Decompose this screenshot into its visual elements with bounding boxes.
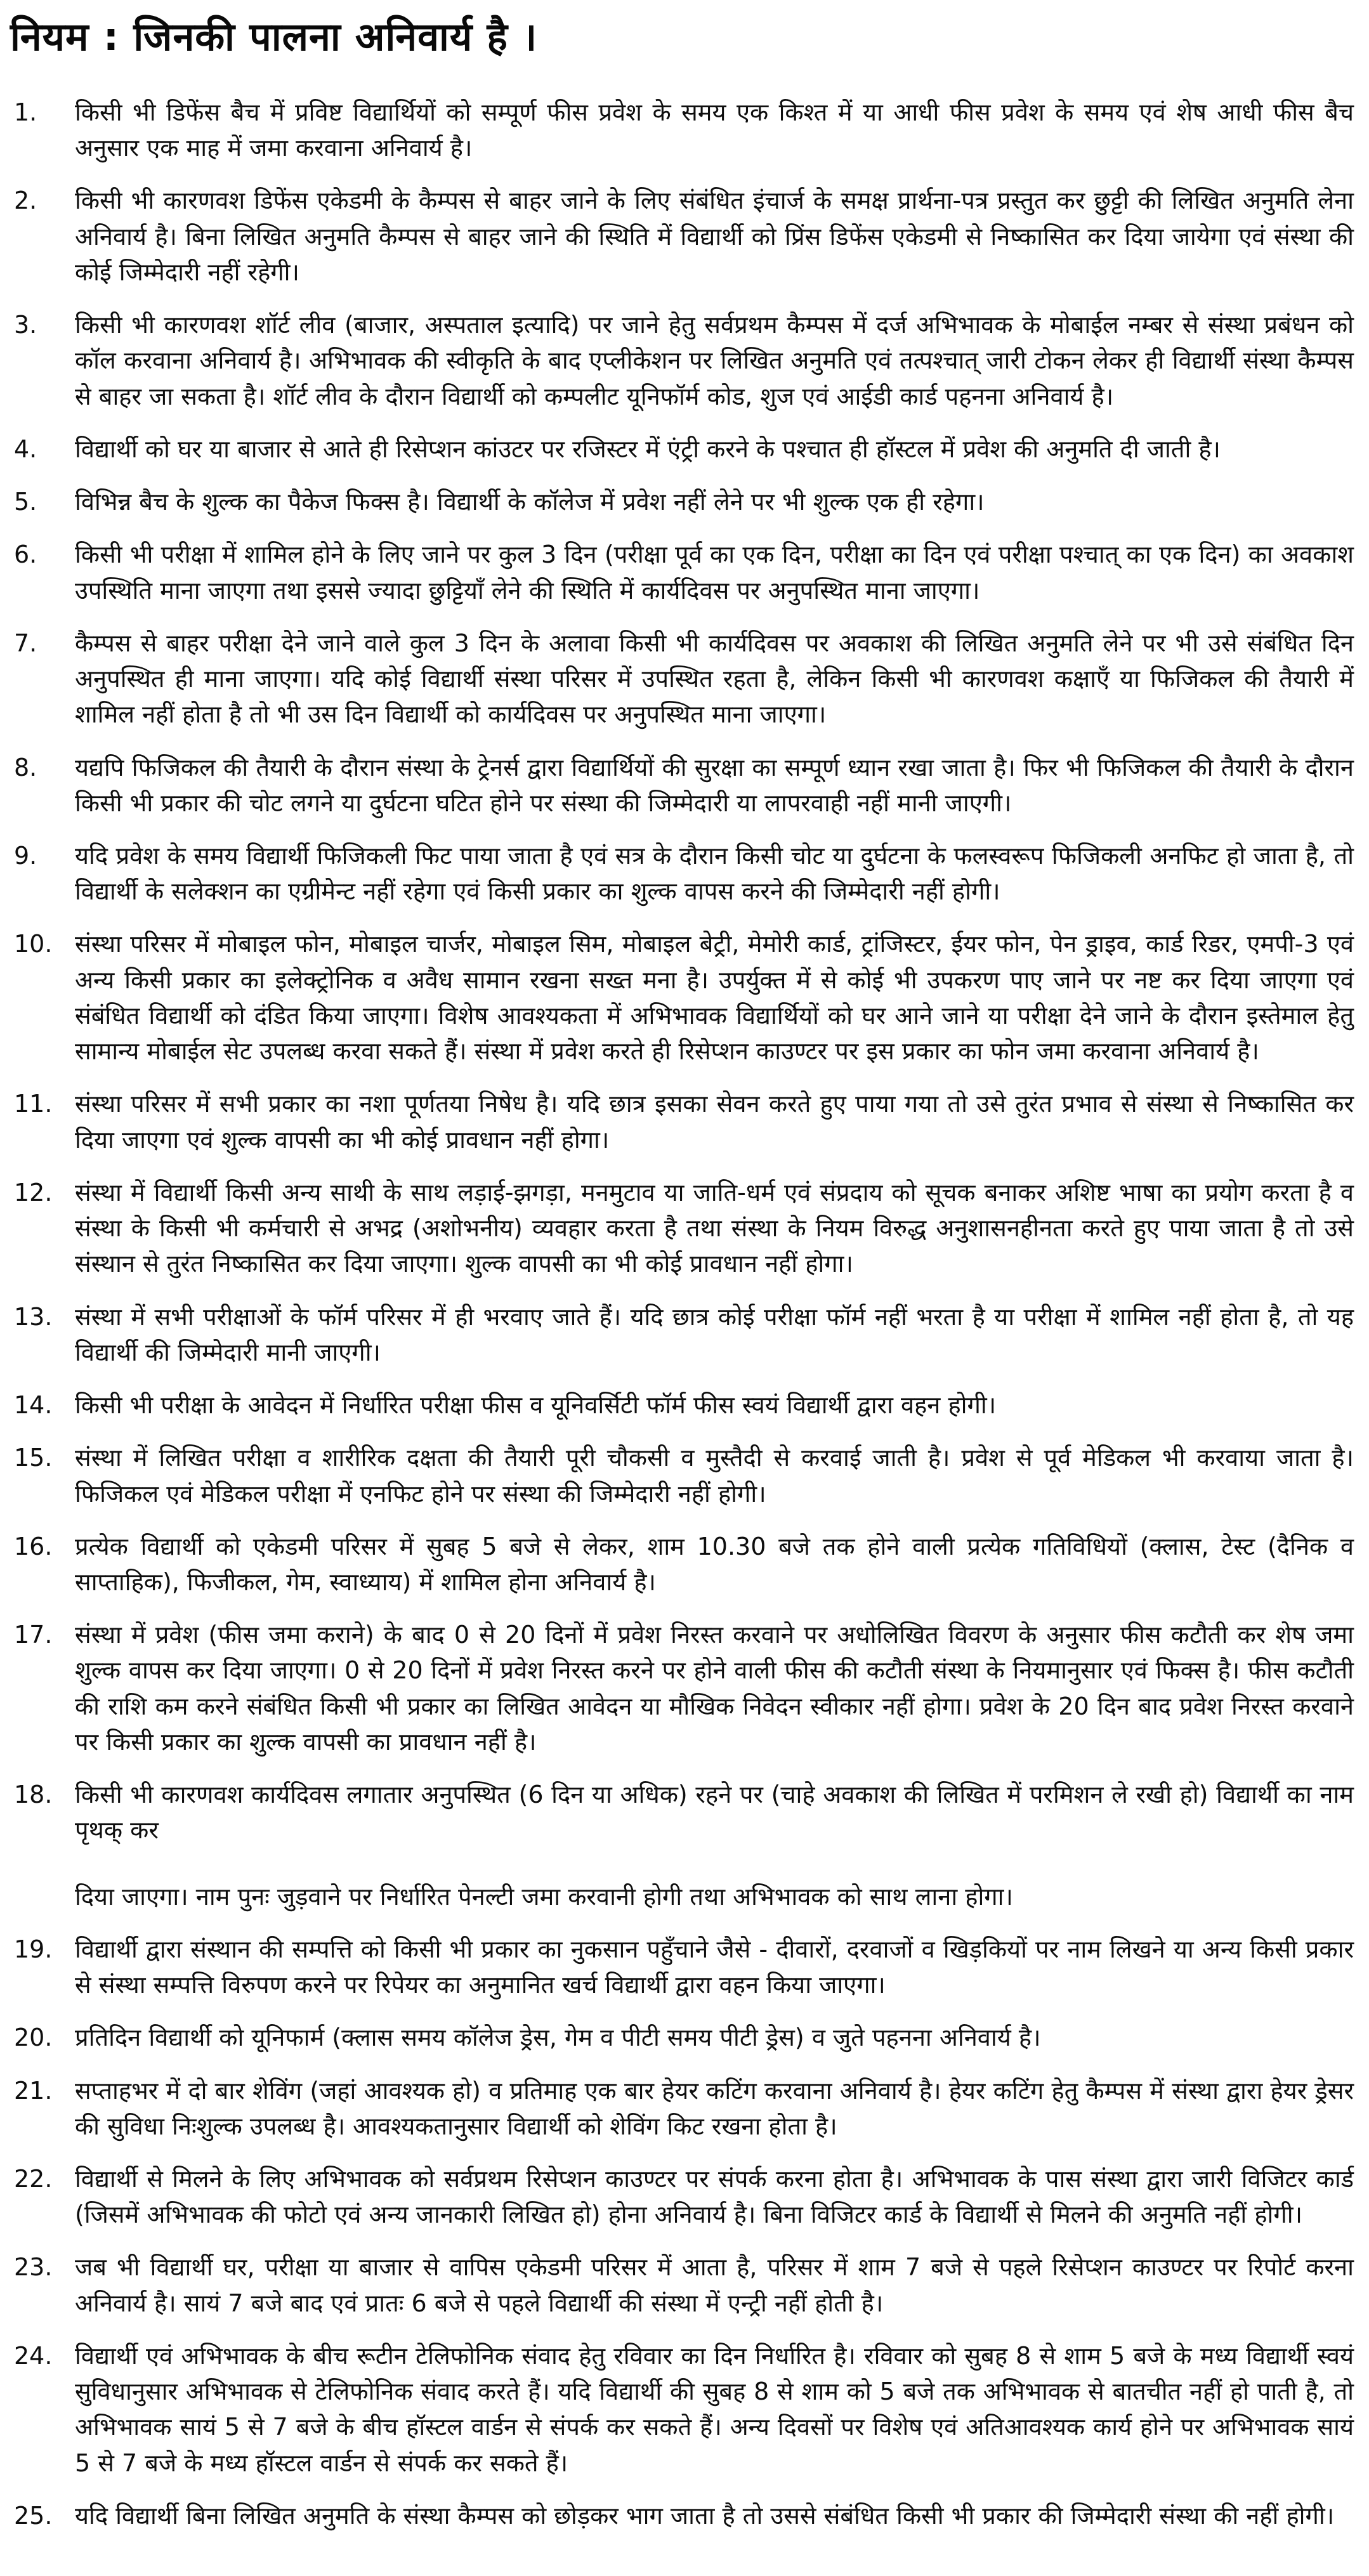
rule-number: 12.	[14, 1178, 53, 1206]
rule-text: संस्था में प्रवेश (फीस जमा कराने) के बाद 0 से 20 दिनों में प्रवेश निरस्त करवाने पर अधोलिखित विवरण के अनुसार फीस कटौती कर शेष जमा शुल्क वापस कर दिया जाएगा। 0 से 20 दिनों में प्रवेश निरस्त करने पर होने वाली फीस की कटौती संस्था के नियमानुसार एवं फिक्स है। फीस कटौती की राशि कम करने संबंधित किसी भी प्रकार का लिखित आवेदन या मौखिक निवेदन स्वीकार नहीं होगा। प्रवेश के 20 दिन बाद प्रवेश निरस्त करवाने पर किसी प्रकार का शुल्क वापसी का प्रावधान नहीं है।	[75, 1621, 1354, 1756]
rule-number: 4.	[14, 435, 37, 463]
rule-item-15	[10, 1440, 1356, 1511]
rule-text: किसी भी परीक्षा के आवेदन में निर्धारित परीक्षा फीस व यूनिवर्सिटी फॉर्म फीस स्वयं विद्यार्थी द्वारा वहन होगी।	[75, 1391, 997, 1420]
rule-number: 21.	[14, 2076, 53, 2105]
rule-text: किसी भी डिफेंस बैच में प्रविष्ट विद्यार्थियों को सम्पूर्ण फीस प्रवेश के समय एक किश्त में या आधी फीस प्रवेश के समय एवं शेष आधी फीस बैच अनुसार एक माह में जमा करवाना अनिवार्य है।	[75, 98, 1354, 162]
rule-text: किसी भी कारणवश कार्यदिवस लगातार अनुपस्थित (6 दिन या अधिक) रहने पर (चाहे अवकाश की लिखित में परमिशन ले रखी हो) विद्यार्थी का नाम पृथक् कर	[75, 1781, 1354, 1845]
rule-item-19	[10, 1932, 1356, 2003]
page-title: नियम : जिनकी पालना अनिवार्य है ।	[10, 15, 538, 60]
rule-item-12	[10, 1175, 1356, 1282]
rule-item-11	[10, 1086, 1356, 1157]
rule-number: 13.	[14, 1302, 53, 1331]
rule-number: 17.	[14, 1621, 53, 1649]
rule-number: 23.	[14, 2253, 53, 2282]
rule-text: प्रत्येक विद्यार्थी को एकेडमी परिसर में सुबह 5 बजे से लेकर, शाम 10.30 बजे तक होने वाली प्रत्येक गतिविधियों (क्लास, टेस्ट (दैनिक व साप्ताहिक), फिजीकल, गेम, स्वाध्याय) में शामिल होना अनिवार्य है।	[75, 1532, 1354, 1596]
rule-item-4	[10, 431, 1356, 467]
rule-number: 9.	[14, 841, 37, 870]
rule-item-13	[10, 1299, 1356, 1370]
rule-text: संस्था परिसर में मोबाइल फोन, मोबाइल चार्जर, मोबाइल सिम, मोबाइल बेट्री, मेमोरी कार्ड, ट्रांजिस्टर, ईयर फोन, पेन ड्राइव, कार्ड रिडर, एमपी-3 एवं अन्य किसी प्रकार का इलेक्ट्रोनिक व अवैध सामान रखना सख्त मना है। उपर्युक्त में से कोई भी उपकरण पाए जाने पर नष्ट कर दिया जाएगा एवं संबंधित विद्यार्थी को दंडित किया जाएगा। विशेष आवश्यकता में अभिभावक विद्यार्थियों को घर आने जाने या परीक्षा देने जाने के दौरान इस्तेमाल हेतु सामान्य मोबाईल सेट उपलब्ध करवा सकते हैं। संस्था में प्रवेश करते ही रिसेप्शन काउण्टर पर इस प्रकार का फोन जमा करवाना अनिवार्य है।	[75, 930, 1354, 1066]
rule-text: संस्था परिसर में सभी प्रकार का नशा पूर्णतया निषेध है। यदि छात्र इसका सेवन करते हुए पाया गया तो उसे तुरंत प्रभाव से संस्था से निष्कासित कर दिया जाएगा एवं शुल्क वापसी का भी कोई प्रावधान नहीं होगा।	[75, 1090, 1354, 1154]
rule-text: संस्था में विद्यार्थी किसी अन्य साथी के साथ लड़ाई-झगड़ा, मनमुटाव या जाति-धर्म एवं संप्रदाय को सूचक बनाकर अशिष्ट भाषा का प्रयोग करता है व संस्था के किसी भी कर्मचारी से अभद्र (अशोभनीय) व्यवहार करता है तथा संस्था के नियम विरुद्ध अनुशासनहीनता करते हुए पाया जाता है तो उसे संस्थान से तुरंत निष्कासित कर दिया जाएगा। शुल्क वापसी का भी कोई प्रावधान नहीं होगा।	[75, 1178, 1354, 1278]
rule-number: 20.	[14, 2024, 53, 2052]
rule-number: 19.	[14, 1935, 53, 1963]
rule-text: सप्ताहभर में दो बार शेविंग (जहां आवश्यक हो) व प्रतिमाह एक बार हेयर कटिंग करवाना अनिवार्य है। हेयर कटिंग हेतु कैम्पस में संस्था द्वारा हेयर ड्रेसर की सुविधा निःशुल्क उपलब्ध है। आवश्यकतानुसार विद्यार्थी को शेविंग किट रखना होता है।	[75, 2076, 1354, 2140]
rule-text: किसी भी कारणवश डिफेंस एकेडमी के कैम्पस से बाहर जाने के लिए संबंधित इंचार्ज के समक्ष प्रार्थना-पत्र प्रस्तुत कर छुट्टी की लिखित अनुमति लेना अनिवार्य है। बिना लिखित अनुमति कैम्पस से बाहर जाने की स्थिति में विद्यार्थी को प्रिंस डिफेंस एकेडमी से निष्कासित कर दिया जायेगा एवं संस्था की कोई जिम्मेदारी नहीं रहेगी।	[75, 186, 1354, 286]
rule-number: 5.	[14, 488, 37, 516]
rule-item-9	[10, 838, 1356, 909]
rule-number: 8.	[14, 753, 37, 781]
rule-number: 14.	[14, 1391, 53, 1420]
rule-text: जब भी विद्यार्थी घर, परीक्षा या बाजार से वापिस एकेडमी परिसर में आता है, परिसर में शाम 7 बजे से पहले रिसेप्शन काउण्टर पर रिपोर्ट करना अनिवार्य है। सायं 7 बजे बाद एवं प्रातः 6 बजे से पहले विद्यार्थी की संस्था में एन्ट्री नहीं होती है।	[75, 2253, 1354, 2317]
rule-number: 25.	[14, 2501, 53, 2530]
rule-item-22	[10, 2161, 1356, 2232]
rule-text: संस्था में लिखित परीक्षा व शारीरिक दक्षता की तैयारी पूरी चौकसी व मुस्तैदी से करवाई जाती है। प्रवेश से पूर्व मेडिकल भी करवाया जाता है। फिजिकल एवं मेडिकल परीक्षा में एनफिट होने पर संस्था की जिम्मेदारी नहीं होगी।	[75, 1444, 1354, 1508]
rule-text: प्रतिदिन विद्यार्थी को यूनिफार्म (क्लास समय कॉलेज ड्रेस, गेम व पीटी समय पीटी ड्रेस) व जुते पहनना अनिवार्य है।	[75, 2024, 1041, 2052]
rule-item-25	[10, 2498, 1356, 2534]
rule-item-16	[10, 1529, 1356, 1600]
rule-number: 2.	[14, 186, 37, 215]
rule-item-14	[10, 1387, 1356, 1423]
rule-number: 7.	[14, 629, 37, 657]
rule-text: कैम्पस से बाहर परीक्षा देने जाने वाले कुल 3 दिन के अलावा किसी भी कार्यदिवस पर अवकाश की लिखित अनुमति लेने पर भी उसे संबंधित दिन अनुपस्थित ही माना जाएगा। यदि कोई विद्यार्थी संस्था परिसर में उपस्थित रहता है, लेकिन किसी भी कारणवश कक्षाएँ या फिजिकल की तैयारी में शामिल नहीं होता है तो भी उस दिन विद्यार्थी को कार्यदिवस पर अनुपस्थित माना जाएगा।	[75, 629, 1354, 729]
rule-number: 16.	[14, 1532, 53, 1560]
rules-list	[10, 95, 1356, 2534]
rule-item-7	[10, 625, 1356, 733]
rule-text: संस्था में सभी परीक्षाओं के फॉर्म परिसर में ही भरवाए जाते हैं। यदि छात्र कोई परीक्षा फॉर्म नहीं भरता है या परीक्षा में शामिल नहीं होता है, तो यह विद्यार्थी की जिम्मेदारी मानी जाएगी।	[75, 1302, 1354, 1366]
rule-text: विभिन्न बैच के शुल्क का पैकेज फिक्स है। विद्यार्थी के कॉलेज में प्रवेश नहीं लेने पर भी शुल्क एक ही रहेगा।	[75, 488, 985, 516]
rule-item-20	[10, 2020, 1356, 2055]
rule-number: 24.	[14, 2341, 53, 2370]
rule-number: 11.	[14, 1090, 53, 1118]
rule-text: यदि विद्यार्थी बिना लिखित अनुमति के संस्था कैम्पस को छोड़कर भाग जाता है तो उससे संबंधित किसी भी प्रकार की जिम्मेदारी संस्था की नहीं होगी।	[75, 2501, 1335, 2530]
rule-text: यद्यपि फिजिकल की तैयारी के दौरान संस्था के ट्रेनर्स द्वारा विद्यार्थियों की सुरक्षा का सम्पूर्ण ध्यान रखा जाता है। फिर भी फिजिकल की तैयारी के दौरान किसी भी प्रकार की चोट लगने या दुर्घटना घटित होने पर संस्था की जिम्मेदारी या लापरवाही नहीं मानी जाएगी।	[75, 753, 1354, 817]
rule-text: विद्यार्थी एवं अभिभावक के बीच रूटीन टेलिफोनिक संवाद हेतु रविवार का दिन निर्धारित है। रविवार को सुबह 8 से शाम 5 बजे के मध्य विद्यार्थी स्वयं सुविधानुसार अभिभावक से टेलिफोनिक संवाद करते हैं। यदि विद्यार्थी की सुबह 8 से शाम को 5 बजे तक अभिभावक से बातचीत नहीं हो पाती है, तो अभिभावक सायं 5 से 7 बजे के बीच हॉस्टल वार्डन से संपर्क कर सकते हैं। अन्य दिवसों पर विशेष एवं अतिआवश्यक कार्य होने पर अभिभावक सायं 5 से 7 बजे के मध्य हॉस्टल वार्डन से संपर्क कर सकते हैं।	[75, 2341, 1354, 2477]
rule-text: विद्यार्थी को घर या बाजार से आते ही रिसेप्शन कांउटर पर रजिस्टर में एंट्री करने के पश्चात ही हॉस्टल में प्रवेश की अनुमति दी जाती है।	[75, 435, 1221, 463]
rule-item-6	[10, 537, 1356, 608]
rule-item-3	[10, 307, 1356, 414]
rule-text: किसी भी परीक्षा में शामिल होने के लिए जाने पर कुल 3 दिन (परीक्षा पूर्व का एक दिन, परीक्षा का दिन एवं परीक्षा पश्चात् का एक दिन) का अवकाश उपस्थिति माना जाएगा तथा इससे ज्यादा छुट्टियाँ लेने की स्थिति में कार्यदिवस पर अनुपस्थित माना जाएगा।	[75, 540, 1354, 605]
rule-item-24	[10, 2338, 1356, 2481]
rule-number: 10.	[14, 930, 53, 958]
rule-item-21	[10, 2073, 1356, 2144]
rule-number: 15.	[14, 1444, 53, 1472]
rule-text: विद्यार्थी द्वारा संस्थान की सम्पत्ति को किसी भी प्रकार का नुकसान पहुँचाने जैसे - दीवारों, दरवाजों व खिड़कियों पर नाम लिखने या अन्य किसी प्रकार से संस्था सम्पत्ति विरुपण करने पर रिपेयर का अनुमानित खर्च विद्यार्थी द्वारा वहन किया जाएगा।	[75, 1935, 1354, 1999]
rule-number: 6.	[14, 540, 37, 569]
rule-item-2	[10, 183, 1356, 290]
rule-number: 22.	[14, 2165, 53, 2194]
rule-number: 1.	[14, 98, 37, 126]
rule-number: 3.	[14, 311, 37, 339]
rule-item-17	[10, 1617, 1356, 1760]
rule-number: 18.	[14, 1781, 53, 1809]
rule-text: विद्यार्थी से मिलने के लिए अभिभावक को सर्वप्रथम रिसेप्शन काउण्टर पर संपर्क करना होता है। अभिभावक के पास संस्था द्वारा जारी विजिटर कार्ड (जिसमें अभिभावक की फोटो एवं अन्य जानकारी लिखित हो) होना अनिवार्य है। बिना विजिटर कार्ड के विद्यार्थी से मिलने की अनुमति नहीं होगी।	[75, 2165, 1354, 2229]
rule-text: यदि प्रवेश के समय विद्यार्थी फिजिकली फिट पाया जाता है एवं सत्र के दौरान किसी चोट या दुर्घटना के फलस्वरूप फिजिकली अनफिट हो जाता है, तो विद्यार्थी के सलेक्शन का एग्रीमेन्ट नहीं रहेगा एवं किसी प्रकार का शुल्क वापस करने की जिम्मेदारी नहीं होगी।	[75, 841, 1354, 906]
rule-item-8	[10, 750, 1356, 821]
rule-text: किसी भी कारणवश शॉर्ट लीव (बाजार, अस्पताल इत्यादि) पर जाने हेतु सर्वप्रथम कैम्पस में दर्ज अभिभावक के मोबाईल नम्बर से संस्था प्रबंधन को कॉल करवाना अनिवार्य है। अभिभावक की स्वीकृति के बाद एप्लीकेशन पर लिखित अनुमति एवं तत्पश्चात् जारी टोकन लेकर ही विद्यार्थी संस्था कैम्पस से बाहर जा सकता है। शॉर्ट लीव के दौरान विद्यार्थी को कम्पलीट यूनिफॉर्म कोड, शुज एवं आईडी कार्ड पहनना अनिवार्य है।	[75, 311, 1354, 410]
rule-item-18	[10, 1777, 1356, 1914]
rule-text-continued: दिया जाएगा। नाम पुनः जुड़वाने पर निर्धारित पेनल्टी जमा करवानी होगी तथा अभिभावक को साथ लाना होगा।	[75, 1882, 1013, 1911]
rule-item-10	[10, 926, 1356, 1069]
rule-item-23	[10, 2249, 1356, 2320]
rule-item-5	[10, 484, 1356, 520]
rule-item-1	[10, 95, 1356, 166]
